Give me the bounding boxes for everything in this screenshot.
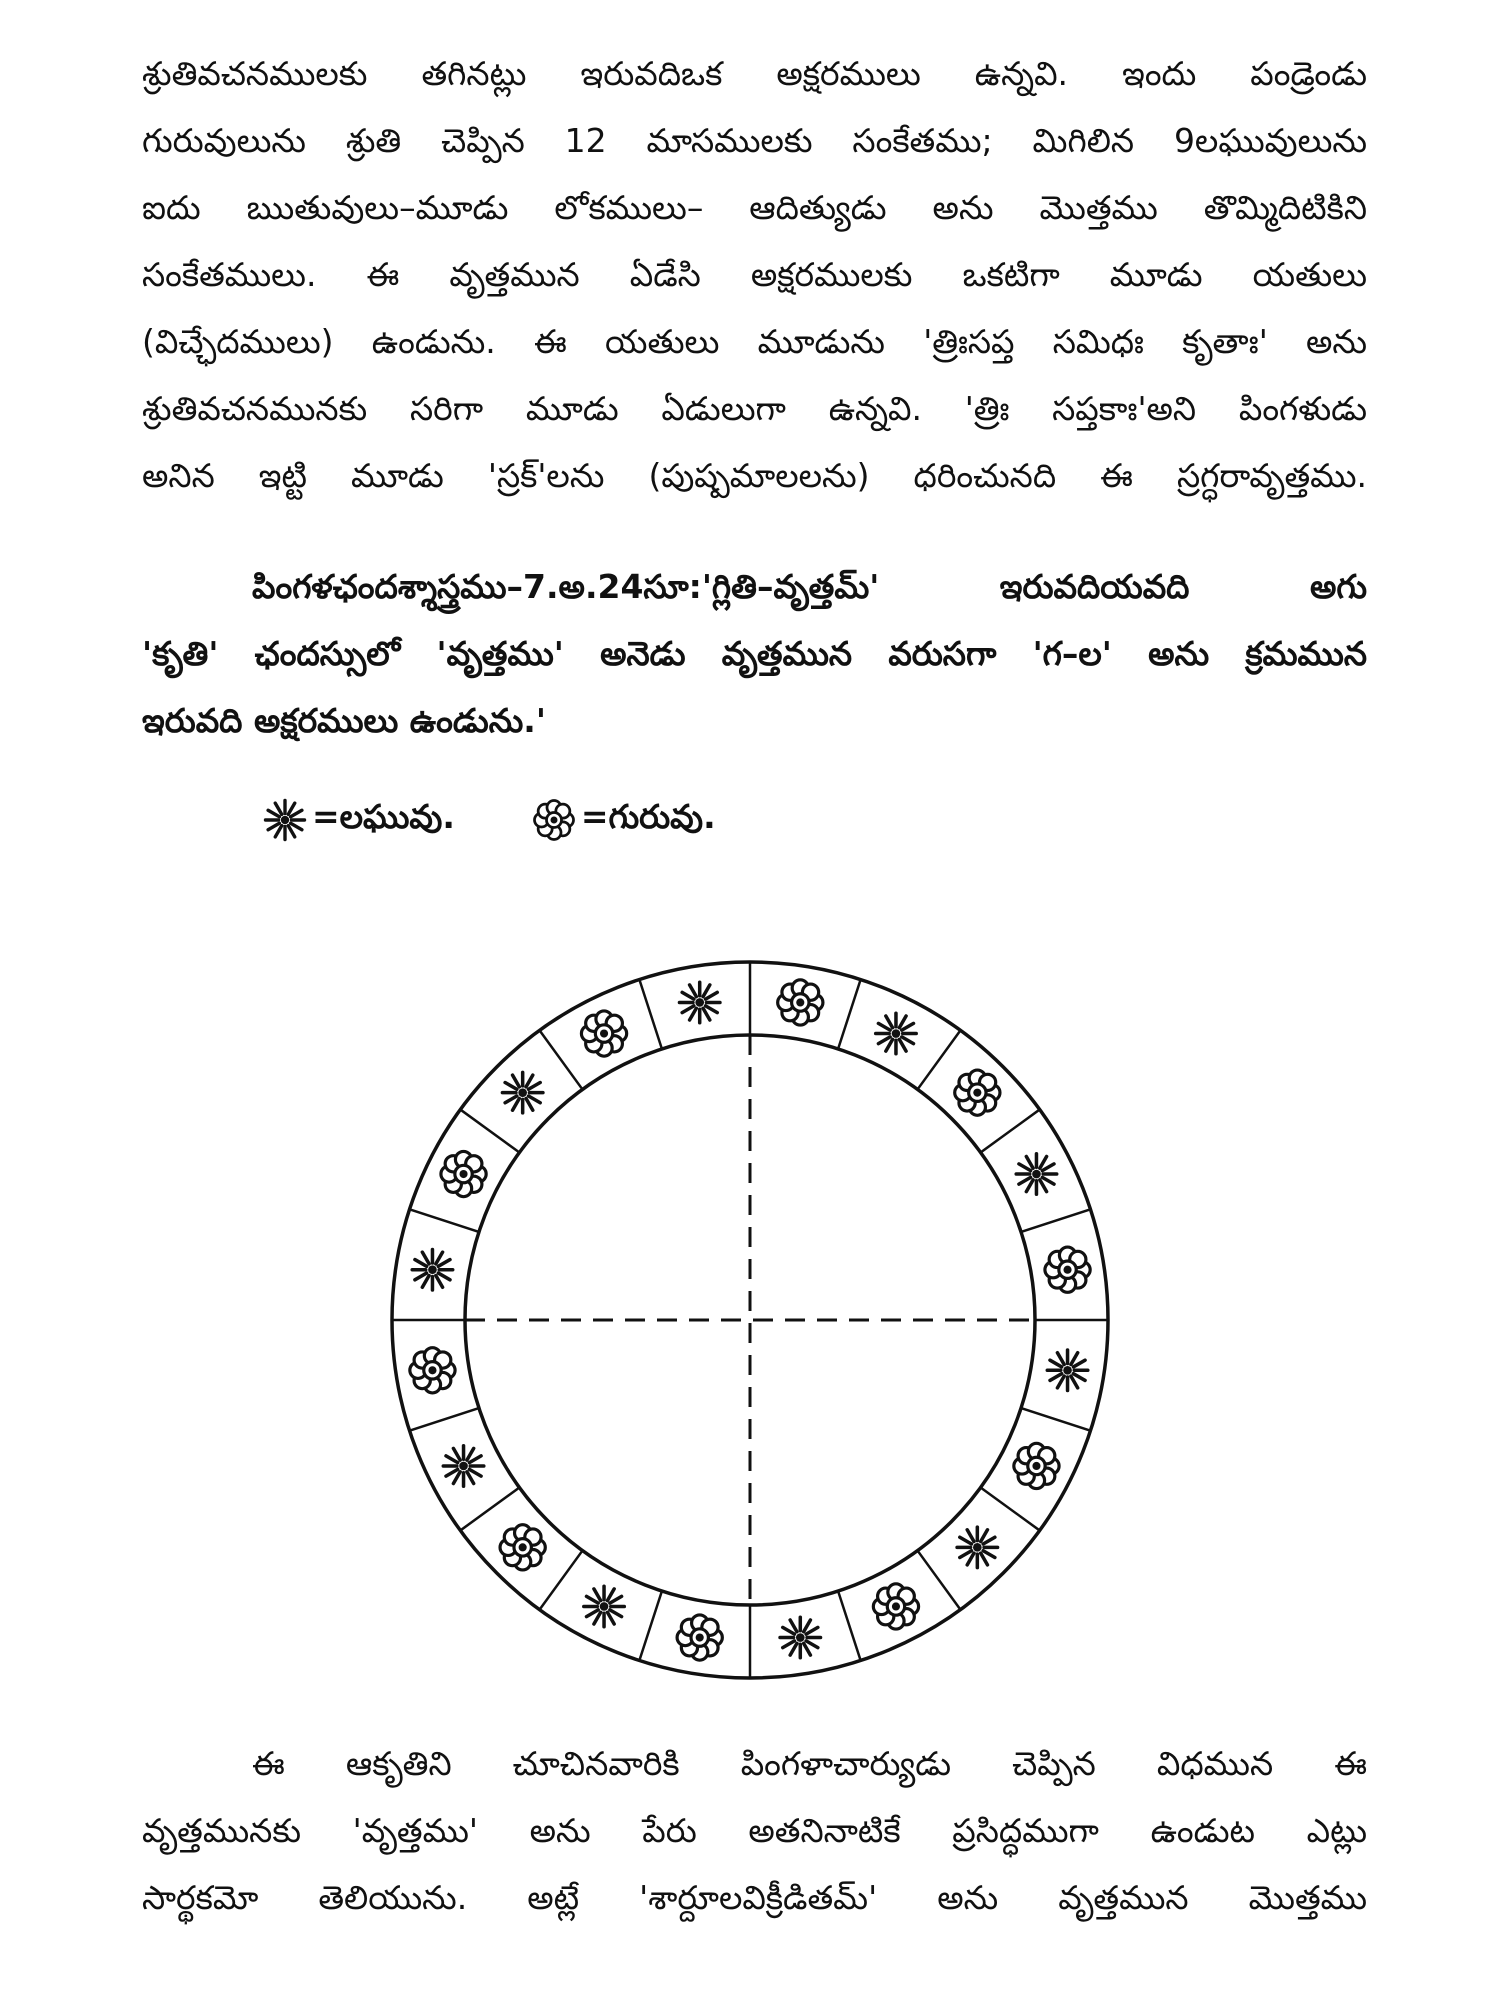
flower-icon	[527, 793, 581, 847]
text-line: శ్రుతివచనమునకు సరిగా మూడు ఏడులుగా ఉన్నవి. 'త్రిః సప్తకాః'అని పింగళుడు	[142, 389, 1367, 428]
text-line: శ్రుతివచనములకు తగినట్లు ఇరువదిఒక అక్షరములు ఉన్నవి. ఇందు పండ్రెండు	[142, 54, 1367, 93]
guru-flower-icon	[1045, 1247, 1090, 1292]
text-line: (విచ్ఛేదములు) ఉండును. ఈ యతులు మూడును 'త్రిఃసప్త సమిధః కృతాః' అను	[142, 322, 1367, 361]
cell-divider	[981, 1488, 1040, 1531]
cell-divider	[540, 1030, 583, 1089]
legend-guru	[527, 793, 716, 847]
legend-laghu-label: =లఘువు.	[312, 796, 455, 836]
guru-flower-icon	[581, 1011, 626, 1056]
guru-flower-icon	[778, 980, 823, 1025]
laghu-asterisk-icon	[412, 1249, 453, 1290]
laghu-asterisk-icon	[443, 1446, 484, 1487]
text-line: 'కృతి' ఛందస్సులో 'వృత్తము' అనెడు వృత్తమున వరుసగా 'గ–ల' అను క్రమమున	[142, 634, 1367, 673]
paragraph-explanation	[142, 1730, 1367, 1931]
guru-flower-icon	[677, 1615, 722, 1660]
text-line: వృత్తమునకు 'వృత్తము' అను పేరు అతనినాటికే ప్రసిద్ధముగా ఉండుట ఎట్లు	[142, 1811, 1367, 1850]
text-line: గురువులును శ్రుతి చెప్పిన 12 మాసములకు సంకేతము; మిగిలిన 9లఘువులును	[142, 121, 1367, 160]
laghu-asterisk-icon	[876, 1013, 917, 1054]
cell-divider	[460, 1488, 519, 1531]
laghu-asterisk-icon	[1047, 1350, 1088, 1391]
legend-guru-label: =గురువు.	[580, 796, 716, 836]
laghu-asterisk-icon	[679, 982, 720, 1023]
legend-laghu	[258, 793, 455, 847]
cell-divider	[639, 980, 662, 1049]
cell-divider	[918, 1030, 961, 1089]
symbol-legend	[258, 790, 716, 850]
text-line: పింగళఛందశ్శాస్త్రము–7.అ.24సూ:'గ్లితి–వృత్తమ్' ఇరువదియవది అగు	[252, 567, 1367, 606]
asterisk-burst-icon	[258, 793, 312, 847]
laghu-asterisk-icon	[780, 1617, 821, 1658]
cell-divider	[838, 980, 861, 1049]
cell-divider	[918, 1551, 961, 1610]
cell-divider	[540, 1551, 583, 1610]
vritta-wheel-diagram	[380, 950, 1120, 1690]
cell-divider	[410, 1408, 479, 1431]
cell-divider	[1021, 1408, 1090, 1431]
guru-flower-icon	[955, 1070, 1000, 1115]
text-line: ఇరువది అక్షరములు ఉండును.'	[142, 701, 546, 740]
text-line: ఐదు ఋతువులు–మూడు లోకములు– ఆదిత్యుడు అను మొత్తము తొమ్మిదిటికిని	[142, 188, 1367, 227]
guru-flower-icon	[1014, 1443, 1059, 1488]
guru-flower-icon	[410, 1348, 455, 1393]
text-line: సంకేతములు. ఈ వృత్తమున ఏడేసి అక్షరములకు ఒకటిగా మూడు యతులు	[142, 255, 1367, 294]
paragraph-pingala-sutra	[142, 553, 1367, 754]
laghu-asterisk-icon	[1016, 1154, 1057, 1195]
cell-divider	[981, 1110, 1040, 1153]
cell-divider	[1021, 1209, 1090, 1232]
text-line: సార్థకమో తెలియును. అట్లే 'శార్దూలవిక్రీడితమ్' అను వృత్తమున మొత్తము	[142, 1878, 1367, 1917]
cell-divider	[639, 1591, 662, 1660]
text-line: అనిన ఇట్టి మూడు 'స్రక్'లను (పుష్పమాలలను) ధరించునది ఈ స్రగ్ధరావృత్తము.	[142, 456, 1367, 495]
cell-divider	[838, 1591, 861, 1660]
laghu-asterisk-icon	[584, 1586, 625, 1627]
cell-divider	[460, 1110, 519, 1153]
guru-flower-icon	[441, 1151, 486, 1196]
text-line: ఈ ఆకృతిని చూచినవారికి పింగళాచార్యుడు చెప్పిన విధమున ఈ	[252, 1744, 1367, 1783]
laghu-asterisk-icon	[957, 1527, 998, 1568]
guru-flower-icon	[873, 1584, 918, 1629]
cell-divider	[410, 1209, 479, 1232]
laghu-asterisk-icon	[502, 1072, 543, 1113]
paragraph-srugdhara	[142, 40, 1367, 509]
guru-flower-icon	[500, 1525, 545, 1570]
